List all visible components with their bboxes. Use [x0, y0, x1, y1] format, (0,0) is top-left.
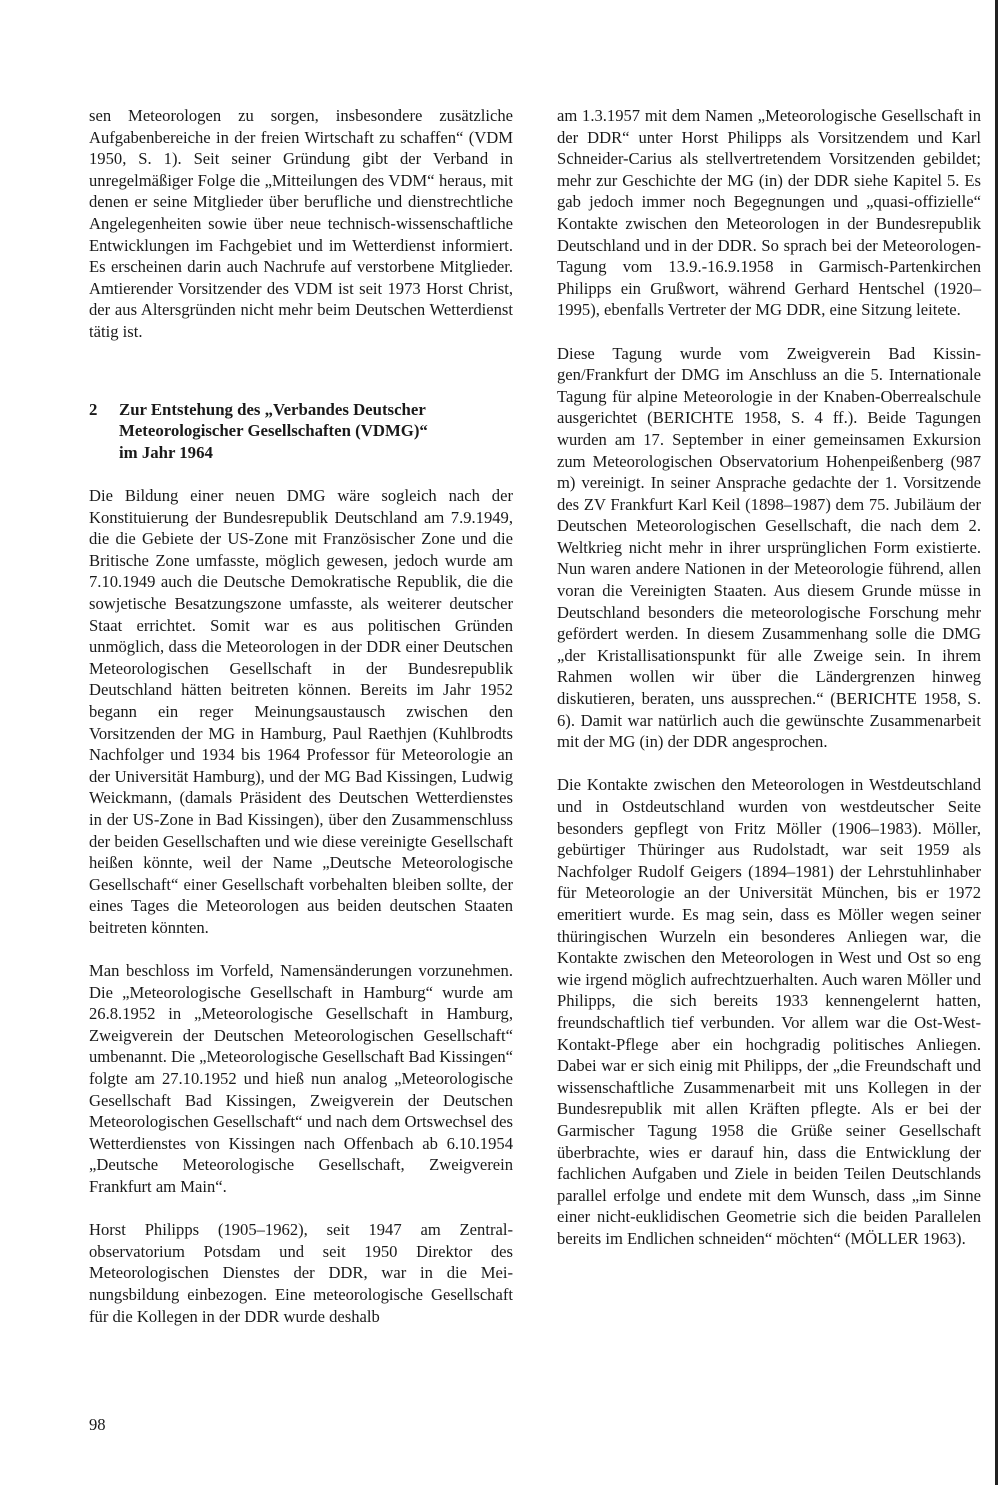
- paragraph-vdm-intro: sen Meteorologen zu sorgen, insbesondere zusätzliche Aufgabenbereiche in der freien Wirtschaft zu schaffen“ (VDM 1950, S. 1). Seit seiner Gründung gibt der Verband in unregelmäßiger Folge die „Mitteilungen des VDM“ heraus, mit denen er seine Mitglieder über berufliche und dienstrechtliche Angelegenheiten sowie über neue technisch-wissenschaftliche Entwicklungen im Fachgebiet und im Wetterdienst informiert. Es erscheinen darin auch Nachrufe auf verstorbene Mitglieder. Amtierender Vorsitzender des VDM ist seit 1973 Horst Christ, der aus Altersgründen nicht mehr beim Deutschen Wetterdienst tätig ist.: [89, 106, 513, 341]
- paragraph-tagung-1958: Diese Tagung wurde vom Zweigverein Bad Kissingen/Frankfurt der DMG im Anschluss an die 5. Internationale Tagung für alpine Meteorologie in der Knaben-Oberrealschule ausgerichtet (BERICHTE 1958, S. 4 ff.). Beide Tagungen wurden am 17. September in einer gemeinsamen Exkursion zum Meteorologischen Observatorium Hohenpeißenberg (987 m) vereinigt. In seiner Ansprache gedachte der 1. Vorsitzende des ZV Frankfurt Karl Keil (1898–1987) dem 75. Jubiläum der Deutschen Meteorologischen Gesellschaft, die nach dem 2. Weltkrieg nicht mehr in ihrer ursprünglichen Form existierte. Nun waren andere Nationen in der Meteorologie führend, allen voran die Vereinigten Staaten. Aus diesem Grunde müsse in Deutschland besonders die meteorologische Forschung mehr gefördert werden. In diesem Zusammenhang solle die DMG „der Kristallisationspunkt für alle Zweige sein. In ihrem Rahmen wollen wir über die Ländergrenzen hinweg diskutieren, beraten, uns aussprechen.“ (BERICHTE 1958, S. 6). Damit war natürlich auch die gewünschte Zusammenarbeit mit der MG (in) der DDR angesprochen.: [557, 343, 981, 752]
- section-heading: [89, 399, 513, 464]
- section-title-line-2: Meteorologischer Gesellschaften (VDMG)“: [119, 421, 428, 441]
- section-title-line-3: im Jahr 1964: [119, 442, 213, 462]
- paragraph-name-changes: Man beschloss im Vorfeld, Namensänderungen vorzunehmen. Die „Meteorologische Gesellschaft in Hamburg“ wurde am 26.8.1952 in „Meteorologische Gesellschaft in Hamburg, Zweigverein der Deutschen Meteorologischen Gesellschaft“ umbenannt. Die „Meteorologische Gesellschaft Bad Kissingen“ folgte am 27.10.1952 und hieß nun analog „Meteorologische Gesellschaft Bad Kissingen, Zweigverein der Deutschen Meteorologischen Gesellschaft“ und nach dem Ortswechsel des Wetterdienstes von Kissingen nach Offenbach ab 6.10.1954 „Deutsche Meteorologische Gesellschaft, Zweigverein Frankfurt am Main“.: [89, 961, 513, 1197]
- left-column: [89, 105, 513, 1349]
- page-number: 98: [89, 1415, 106, 1434]
- section-title-line-1: Zur Entstehung des „Verbandes Deutscher: [119, 399, 426, 419]
- paragraph-horst-philipps: Horst Philipps (1905–1962), seit 1947 am Zentralobservatorium Potsdam und seit 1950 Direktor des Meteorologischen Dienstes der DDR, war in die Meinungsbildung einbezogen. Eine meteorologische Gesellschaft für die Kollegen in der DDR wurde deshalb: [89, 1220, 513, 1326]
- section-number: 2: [89, 399, 98, 419]
- paragraph-mg-ddr-founding: am 1.3.1957 mit dem Namen „Meteorologische Gesellschaft in der DDR“ unter Horst Philipps als Vorsitzendem und Karl Schneider-Carius als stellvertretendem Vorsitzenden gebildet; mehr zur Geschichte der MG (in) der DDR siehe Kapitel 5. Es gab jedoch immer noch Begegnungen und „quasi-offizielle“ Kontakte zwischen den Meteorologen in der Bundesrepublik Deutschland und in der DDR. So sprach bei der Meteorologen-Tagung vom 13.9.-16.9.1958 in Garmisch-Partenkirchen Philipps ein Grußwort, während Gerhard Hentschel (1920–1995), ebenfalls Vertreter der MG DDR, eine Sitzung leitete.: [557, 106, 981, 320]
- scan-border-line: [995, 0, 998, 1485]
- section-title: [119, 399, 513, 464]
- right-column: [557, 105, 981, 1271]
- paragraph-dmg-formation: Die Bildung einer neuen DMG wäre sogleich nach der Konstituierung der Bundesrepublik Deutschland am 7.9.1949, die die Gebiete der US-Zone mit Französischer Zone und die Britische Zone umfasste, möglich gewesen, jedoch wurde am 7.10.1949 auch die Deutsche Demokratische Republik, die die sowjetische Besatzungszone umfasste, als weiterer deutscher Staat errichtet. Somit war es aus politischen Gründen unmöglich, dass die Meteorologen in der DDR einer Deutschen Meteorologischen Gesellschaft in der Bundesrepublik Deutschland hätten beitreten können. Bereits im Jahr 1952 begann ein reger Meinungsaustausch zwischen den Vorsitzenden der MG in Hamburg, Paul Raethjen (Kuhlbrodts Nachfolger und 1934 bis 1964 Professor für Meteorologie an der Universität Hamburg), und der MG Bad Kissingen, Ludwig Weickmann, (damals Präsident des Deutschen Wetterdienstes in der US-Zone in Bad Kissingen), über den Zusammenschluss der beiden Gesellschaften und wie diese vereinigte Gesellschaft heißen könnte, weil der Name „Deutsche Meteorologische Gesellschaft“ einer Gesellschaft vorbehalten bleiben sollte, der eines Tages die Meteorologen aus beiden deutschen Staaten beitreten könnten.: [89, 486, 513, 937]
- paragraph-fritz-moeller: Die Kontakte zwischen den Meteorologen in Westdeutschland und in Ostdeutschland wurden von westdeutscher Seite besonders gepflegt von Fritz Möller (1906–1983). Möller, gebürtiger Thüringer aus Rudolstadt, war seit 1959 als Nachfolger Rudolf Geigers (1894–1981) der Lehrstuhlinhaber für Meteorologie an der Universität München, bis er 1972 emeritiert wurde. Es mag sein, dass es Möller wegen seiner thüringischen Wurzeln ein besonderes Anliegen war, die Kontakte zwischen den Meteorologen in West und Ost so eng wie irgend möglich aufrechtzuerhalten. Auch waren Möller und Philipps, die sich bereits 1933 kennengelernt hatten, freundschaftlich tief verbunden. Vor allem war die Ost-West-Kontakt-Pflege aber ein hochgradig politisches Anliegen. Dabei war er sich einig mit Philipps, der „die Freundschaft und wissenschaftliche Zusammenarbeit mit uns Kollegen in der Bundesrepublik mit allen Kräften pflegte. Als er bei der Garmischer Tagung 1958 die Grüße seiner Gesellschaft überbrachte, wies er darauf hin, dass die Entwicklung der fachlichen Aufgaben und Ziele in beiden Teilen Deutschlands parallel erfolge und endete mit dem Wunsch, dass „im Sinne einer nicht-euklidischen Geometrie sich die beiden Parallelen bereits im Endlichen schneiden“ möchten“ (MÖLLER 1963).: [557, 775, 981, 1248]
